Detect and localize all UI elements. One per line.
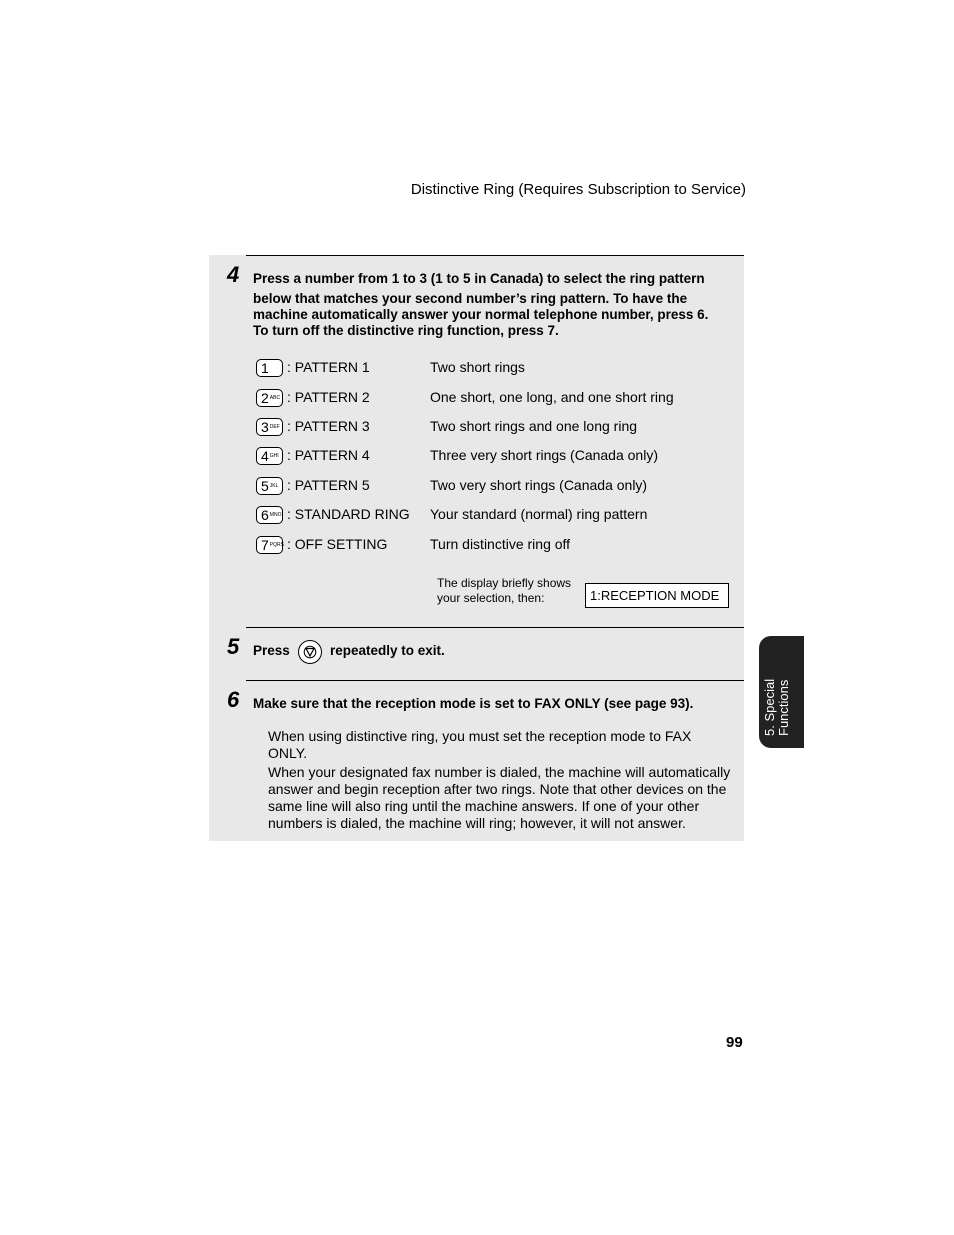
page-number: 99 [726,1034,743,1051]
pattern-6-description: Your standard (normal) ring pattern [430,506,648,522]
step-6-explanation [268,728,734,832]
pattern-7-description: Turn distinctive ring off [430,536,571,552]
step-6-instruction: Make sure that the reception mode is set to FAX ONLY (see page 93). [253,696,694,711]
step-5-number: 5 [227,634,240,659]
explanation-line: When your designated fax number is dialed, the machine will automatically [268,764,731,780]
chapter-tab-line: 5. Special [762,678,777,736]
step-4-number: 4 [227,262,240,287]
step-4-line: Press a number from 1 to 3 (1 to 5 in Canada) to select the ring pattern [253,271,705,286]
pattern-1-label: : PATTERN 1 [287,359,370,375]
explanation-line: answer and begin reception after two rings. Note that other devices on the [268,781,727,797]
explanation-line: same line will also ring until the machine answers. If one of your other [268,798,700,814]
pattern-3-description: Two short rings and one long ring [430,418,638,434]
running-header: Distinctive Ring (Requires Subscription to Service) [410,181,746,198]
step-4-line: below that matches your second number’s ring pattern. To have the [253,291,688,306]
lcd-display: 1:RECEPTION MODE [585,583,729,608]
step-4-line: machine automatically answer your normal telephone number, press 6. [253,307,709,322]
step-6-number: 6 [227,687,240,712]
key-6-icon: 6 MNO [256,506,283,524]
pattern-6-label: : STANDARD RING [287,506,410,522]
explanation-line: When using distinctive ring, you must set the reception mode to FAX ONLY. [268,728,692,761]
chapter-tab-line: Functions [776,679,791,736]
key-2-icon: 2 ABC [256,389,283,407]
chapter-tab[interactable] [759,636,804,748]
display-note [437,576,587,606]
display-note-line: your selection, then: [437,591,545,605]
key-4-icon: 4 GHI [256,447,283,465]
step-4-divider [246,255,744,256]
step-4-instruction [253,271,733,339]
pattern-3-label: : PATTERN 3 [287,418,370,434]
pattern-5-description: Two very short rings (Canada only) [430,477,648,493]
pattern-2-label: : PATTERN 2 [287,389,370,405]
key-5-icon: 5 JKL [256,477,283,495]
step-5-press-text: Press [253,643,290,658]
key-7-icon: 7 PQRS [256,536,283,554]
step-5-exit-text: repeatedly to exit. [330,643,445,658]
pattern-2-description: One short, one long, and one short ring [430,389,674,405]
step-4-line: To turn off the distinctive ring function, press 7. [253,323,559,338]
pattern-4-description: Three very short rings (Canada only) [430,447,658,463]
key-3-icon: 3 DEF [256,418,283,436]
step-6-divider [246,680,744,681]
display-note-line: The display briefly shows [437,576,572,590]
pattern-5-label: : PATTERN 5 [287,477,370,493]
stop-button-icon [298,640,322,664]
pattern-7-label: : OFF SETTING [287,536,388,552]
pattern-4-label: : PATTERN 4 [287,447,370,463]
key-1-icon: 1 [256,359,283,377]
chapter-tab-label [763,636,791,736]
explanation-line: numbers is dialed, the machine will ring; however, it will not answer. [268,815,686,831]
step-5-divider [246,627,744,628]
pattern-1-description: Two short rings [430,359,525,375]
